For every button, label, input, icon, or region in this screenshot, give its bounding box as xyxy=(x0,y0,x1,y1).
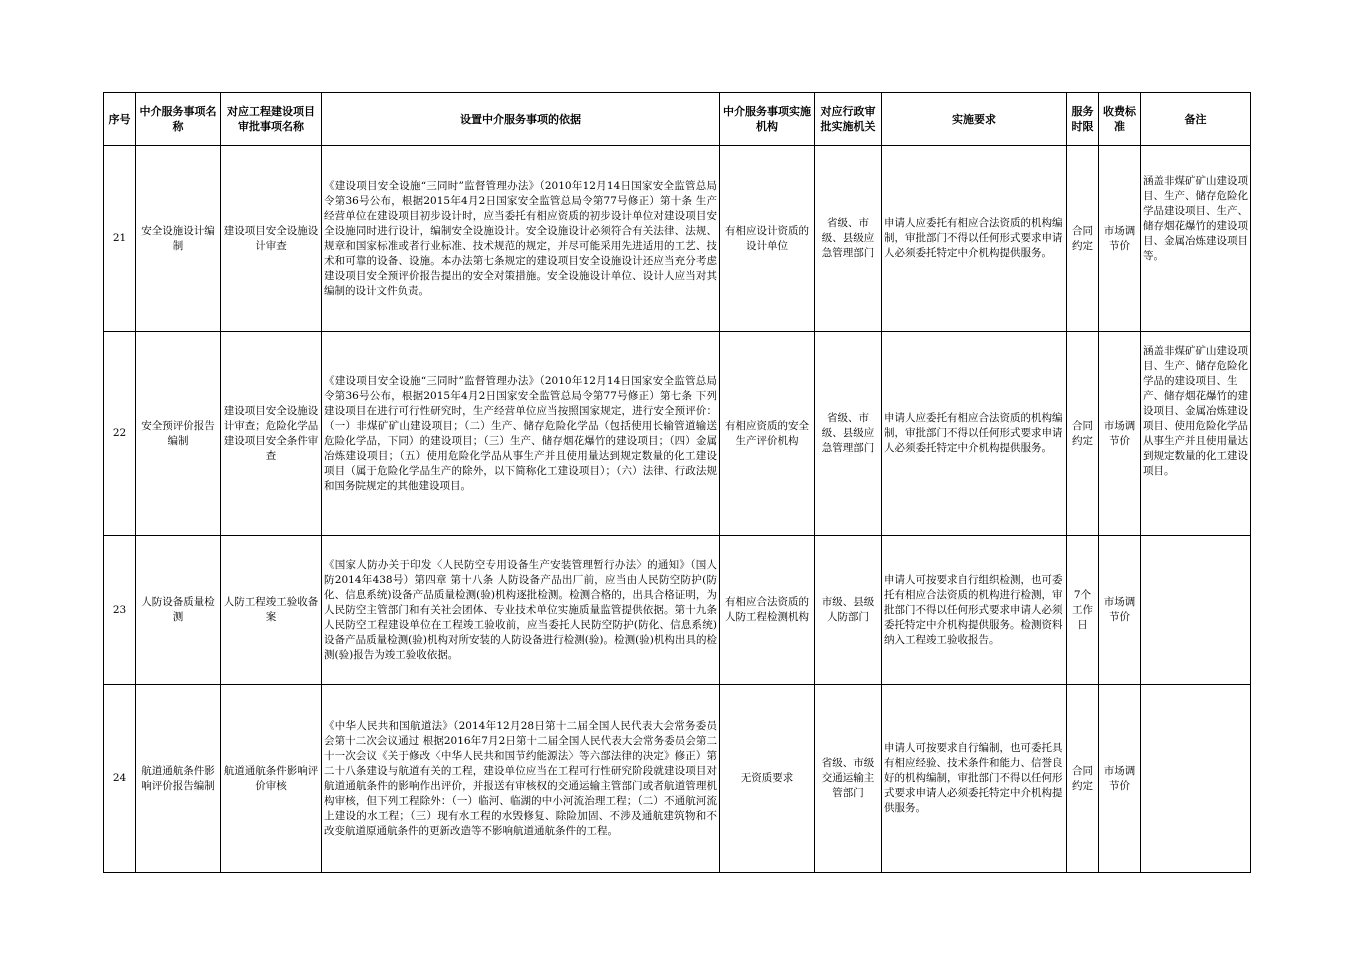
cell-admin-org: 市级、县级人防部门 xyxy=(815,536,882,685)
header-service-name: 中介服务事项名称 xyxy=(136,93,221,146)
header-remarks: 备注 xyxy=(1141,93,1251,146)
cell-time-limit: 合同约定 xyxy=(1067,146,1099,332)
cell-remarks xyxy=(1141,536,1251,685)
header-basis: 设置中介服务事项的依据 xyxy=(322,93,720,146)
cell-requirements: 申请人应委托有相应合法资质的机构编制，审批部门不得以任何形式要求申请人必须委托特定中介机构提供服务。 xyxy=(882,146,1067,332)
cell-requirements: 申请人应委托有相应合法资质的机构编制，审批部门不得以任何形式要求申请人必须委托特定中介机构提供服务。 xyxy=(882,332,1067,536)
cell-remarks xyxy=(1141,685,1251,873)
cell-basis: 《建设项目安全设施“三同时”监督管理办法》（2010年12月14日国家安全监管总局令第36号公布，根据2015年4月2日国家安全监管总局令第77号修正）第十条 生产经营单位在建设项目初步设计时，应当委托有相应资质的初步设计单位对建设项目安全设施同时进行设计，编制安全设施设计。安全设施设计必须符合有关法律、法规、规章和国家标准或者行业标准、技术规范的规定，并尽可能采用先进适用的工艺、技术和可靠的设备、设施。本办法第七条规定的建设项目安全设施设计还应当充分考虑建设项目安全预评价报告提出的安全对策措施。安全设施设计单位、设计人应当对其编制的设计文件负责。 xyxy=(322,146,720,332)
cell-seq: 24 xyxy=(104,685,136,873)
cell-fee: 市场调节价 xyxy=(1099,536,1141,685)
cell-agency: 有相应资质的安全生产评价机构 xyxy=(720,332,815,536)
table-row xyxy=(104,536,1251,685)
header-seq: 序号 xyxy=(104,93,136,146)
header-approval-item: 对应工程建设项目审批事项名称 xyxy=(221,93,322,146)
cell-approval-item: 航道通航条件影响评价审核 xyxy=(221,685,322,873)
table-row xyxy=(104,685,1251,873)
cell-approval-item: 建设项目安全设施设计审查；危险化学品建设项目安全条件审查 xyxy=(221,332,322,536)
cell-basis: 《建设项目安全设施“三同时”监督管理办法》（2010年12月14日国家安全监管总局令第36号公布，根据2015年4月2日国家安全监管总局令第77号修正）第七条 下列建设项目在进行可行性研究时，生产经营单位应当按照国家规定，进行安全预评价：（一）非煤矿矿山建设项目；（二）生产、储存危险化学品（包括使用长输管道输送危险化学品，下同）的建设项目；（三）生产、储存烟花爆竹的建设项目；（四）金属冶炼建设项目；（五）使用危险化学品从事生产并且使用量达到规定数量的化工建设项目（属于危险化学品生产的除外，以下简称化工建设项目）；（六）法律、行政法规和国务院规定的其他建设项目。 xyxy=(322,332,720,536)
header-admin-org: 对应行政审批实施机关 xyxy=(815,93,882,146)
cell-approval-item: 人防工程竣工验收备案 xyxy=(221,536,322,685)
cell-fee: 市场调节价 xyxy=(1099,332,1141,536)
cell-basis: 《国家人防办关于印发〈人民防空专用设备生产安装管理暂行办法〉的通知》（国人防2014年438号）第四章 第十八条 人防设备产品出厂前，应当由人民防空防护(防化、信息系统)设备产品质量检测(验)机构逐批检测。检测合格的，出具合格证明，为人民防空主管部门和有关社会团体、专业技术单位实施质量监管提供依据。第十九条 人民防空工程建设单位在工程竣工验收前，应当委托人民防空防护(防化、信息系统)设备产品质量检测(验)机构对所安装的人防设备进行检测(验)。检测(验)机构出具的检测(验)报告为竣工验收依据。 xyxy=(322,536,720,685)
header-agency: 中介服务事项实施机构 xyxy=(720,93,815,146)
cell-seq: 21 xyxy=(104,146,136,332)
header-requirements: 实施要求 xyxy=(882,93,1067,146)
cell-requirements: 申请人可按要求自行组织检测，也可委托有相应合法资质的机构进行检测，审批部门不得以任何形式要求申请人必须委托特定中介机构提供服务。检测资料纳入工程竣工验收报告。 xyxy=(882,536,1067,685)
table-row xyxy=(104,332,1251,536)
cell-agency: 无资质要求 xyxy=(720,685,815,873)
cell-requirements: 申请人可按要求自行编制，也可委托具有相应经验、技术条件和能力、信誉良好的机构编制，审批部门不得以任何形式要求申请人必须委托特定中介机构提供服务。 xyxy=(882,685,1067,873)
cell-admin-org: 省级、市级、县级应急管理部门 xyxy=(815,332,882,536)
cell-service-name: 安全设施设计编制 xyxy=(136,146,221,332)
table-row xyxy=(104,146,1251,332)
cell-remarks: 涵盖非煤矿矿山建设项目、生产、储存危险化学品建设项目、生产、储存烟花爆竹的建设项目、金属冶炼建设项目等。 xyxy=(1141,146,1251,332)
cell-service-name: 安全预评价报告编制 xyxy=(136,332,221,536)
cell-basis: 《中华人民共和国航道法》（2014年12月28日第十二届全国人民代表大会常务委员会第十二次会议通过 根据2016年7月2日第十二届全国人民代表大会常务委员会第二十一次会议《关于修改〈中华人民共和国节约能源法〉等六部法律的决定》修正）第二十八条建设与航道有关的工程，建设单位应当在工程可行性研究阶段就建设项目对航道通航条件的影响作出评价，并报送有审核权的交通运输主管部门或者航道管理机构审核，但下列工程除外：（一）临河、临湖的中小河流治理工程；（二）不通航河流上建设的水工程；（三）现有水工程的水毁修复、除险加固、不涉及通航建筑物和不改变航道原通航条件的更新改造等不影响航道通航条件的工程。 xyxy=(322,685,720,873)
cell-fee: 市场调节价 xyxy=(1099,685,1141,873)
cell-approval-item: 建设项目安全设施设计审查 xyxy=(221,146,322,332)
cell-remarks: 涵盖非煤矿矿山建设项目、生产、储存危险化学品的建设项目、生产、储存烟花爆竹的建设项目、金属冶炼建设项目、使用危险化学品从事生产并且使用量达到规定数量的化工建设项目。 xyxy=(1141,332,1251,536)
cell-seq: 22 xyxy=(104,332,136,536)
cell-service-name: 人防设备质量检测 xyxy=(136,536,221,685)
cell-time-limit: 合同约定 xyxy=(1067,685,1099,873)
cell-service-name: 航道通航条件影响评价报告编制 xyxy=(136,685,221,873)
header-fee: 收费标准 xyxy=(1099,93,1141,146)
header-time-limit: 服务时限 xyxy=(1067,93,1099,146)
cell-time-limit: 合同约定 xyxy=(1067,332,1099,536)
header-row xyxy=(104,93,1251,146)
cell-admin-org: 省级、市级、县级应急管理部门 xyxy=(815,146,882,332)
cell-admin-org: 省级、市级交通运输主管部门 xyxy=(815,685,882,873)
intermediary-services-table xyxy=(103,92,1251,873)
cell-seq: 23 xyxy=(104,536,136,685)
cell-fee: 市场调节价 xyxy=(1099,146,1141,332)
cell-agency: 有相应设计资质的设计单位 xyxy=(720,146,815,332)
cell-agency: 有相应合法资质的人防工程检测机构 xyxy=(720,536,815,685)
cell-time-limit: 7个工作日 xyxy=(1067,536,1099,685)
